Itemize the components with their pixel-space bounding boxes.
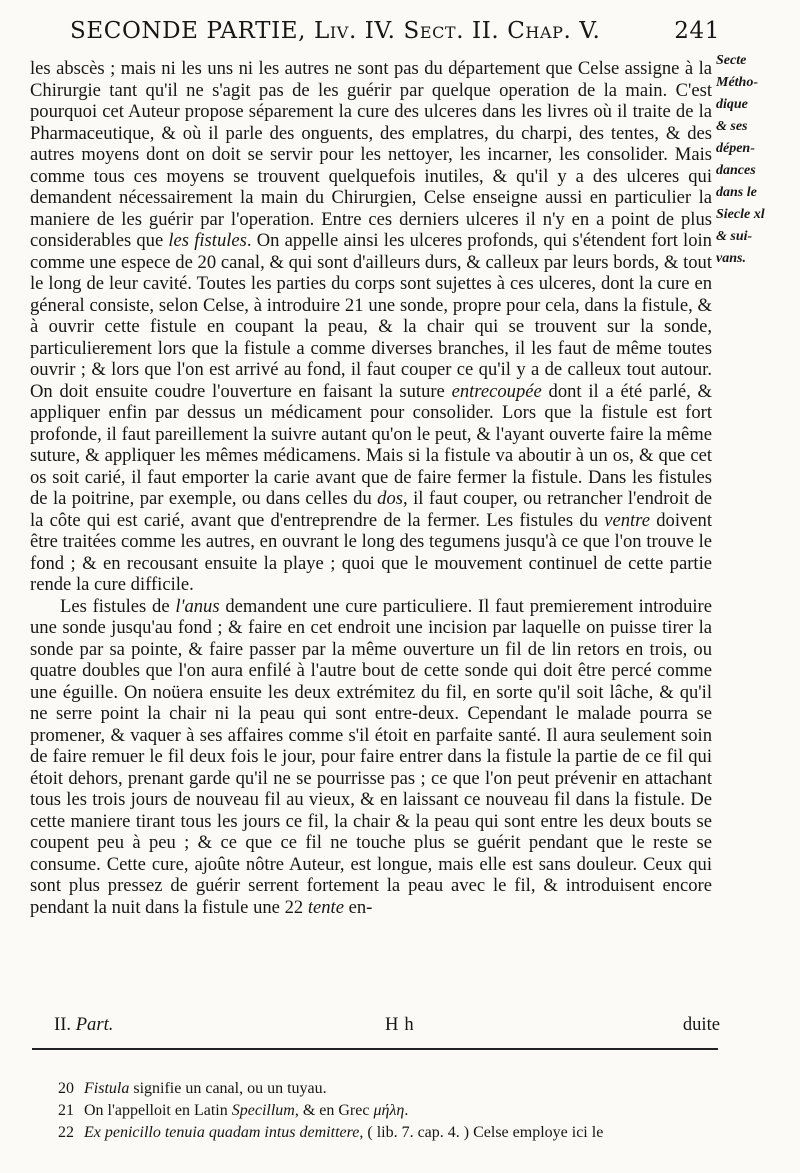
text-run: Les fistules de (60, 595, 176, 617)
footnote-number: 20 (58, 1080, 74, 1097)
paragraph-2 (30, 596, 712, 919)
footnote-rule (32, 1048, 718, 1050)
text-run: en- (343, 896, 373, 918)
text-run: , il faut couper, ou retrancher l'endroit de la côte qui est carié, avant que d'entreprendre de la fermer. Les fistules du (30, 488, 712, 531)
running-title: SECONDE PARTIE, Liv. IV. Sect. II. Chap. V. (70, 18, 601, 44)
footnote-run: , & en Grec (294, 1102, 374, 1119)
text-italic-run: entrecoupée (451, 380, 542, 402)
paragraph-1 (30, 58, 712, 596)
marginal-note-line: Métho- (716, 75, 758, 90)
marginal-note-line: dépen- (716, 141, 755, 156)
marginal-note-line: Siecle xl (716, 207, 765, 222)
footnote-20 (58, 1078, 722, 1100)
text-run: . On appelle ainsi les ulceres profonds, qui s'étendent fort loin comme une espece de 20 canal, & qui sont d'ailleurs durs, & calleux par leurs bords, & tout le long de leur cavité. Toutes les parties du corps sont sujettes à ces ulceres, dont la cure en géneral consiste, selon Celse, à introduire 21 une sonde, propre pour cela, dans la fistule, & à ouvrir cette fistule en coupant la peau, & la chair qui se trouvent sur la sonde, particulierement lors que la fistule a comme diverses branches, il les faut de même toutes ouvrir ; & lors que l'on est arrivé au fond, il faut couper ce qu'il y a de calleux tout autour. On doit ensuite coudre l'ouverture en faisant la suture (30, 230, 712, 402)
marginal-note-line: & sui- (716, 229, 753, 244)
text-italic-run: l'anus (175, 595, 220, 617)
main-text (30, 58, 712, 918)
text-italic-run: dos (377, 488, 404, 509)
marginal-note-line: vans. (716, 251, 746, 266)
text-run: les abscès ; mais ni les uns ni les autres ne sont pas du département que Celse assigne à la Chirurgie tant qu'il ne s'agit pas de les guérir par quelque operation de la main. C'est pourquoi cet Auteur propose séparement la cure des ulceres dans les livres où il traite de la Pharmaceutique, & où il parle des onguents, des emplatres, du charpi, des tentes, & des autres moyens dont on doit se servir pour les nettoyer, les incarner, les consolider. Mais comme tous ces moyens se trouvent quelquefois inutiles, & qu'il y a des ulceres qui demandent nécessairement la main du Chirurgien, Celse enseigne aussi en particulier la maniere de les guérir par l'operation. Entre ces derniers ulceres il n'y en a point de plus considerables que (30, 58, 712, 251)
footnote-21 (58, 1100, 722, 1122)
text-run: dont il a été parlé, & appliquer enfin par dessus un médicament pour consolider. Lors que la fistule est fort profonde, il faut pareillement la suivre autant qu'on le peut, & l'ayant ouverte faire la même suture, & appliquer les mêmes médicamens. Mais si la fistule va aboutir à un os, & que cet os soit carié, il faut emporter la carie avant que de faire fermer la fistule. Dans les fistules de la poitrine, par exemple, ou dans celles du (30, 380, 712, 509)
signature-label: II. (54, 1014, 72, 1035)
signature-mark: Hh (385, 1014, 420, 1035)
signature-part: Part. (75, 1014, 114, 1035)
footnote-run: signifie un canal, ou un tuyau. (129, 1080, 327, 1097)
footnote-22 (58, 1122, 722, 1144)
footnote-number: 21 (58, 1102, 74, 1119)
text-run: doivent être traitées comme les autres, en ouvrant le long des tegumens jusqu'à ce que l'on trouve le fond ; & en recousant ensuite la playe ; quoi que le mouvement continuel de cette partie rende la cure difficile. (30, 509, 712, 595)
marginal-note-line: dans le (716, 185, 757, 200)
marginal-note (716, 50, 776, 270)
text-italic-run: tente (307, 896, 344, 918)
footnote-run: . (404, 1102, 409, 1119)
footnote-italic-run: Ex penicillo tenuia quadam intus demittere (84, 1124, 360, 1141)
text-italic-run: les fistules (168, 230, 247, 251)
text-italic-run: ventre (604, 509, 650, 531)
catchword: duite (682, 1014, 720, 1035)
marginal-note-line: dique (716, 97, 748, 112)
signature (54, 1014, 113, 1036)
marginal-note-line: dances (716, 163, 756, 178)
text-run: demandent une cure particuliere. Il faut premierement introduire une sonde jusqu'au fond ; & faire en cet endroit une incision par laquelle on puisse tirer la sonde par sa pointe, & faire passer par la même ouverture un fil de lin retors en trois, ou quatre doubles que l'on aura enfilé à l'autre bout de cette sonde qui doit être percé comme une éguille. On noüera ensuite les deux extrémitez du fil, en sorte qu'il soit lâche, & qu'il ne serre point la chair ni la peau qui sont entre-deux. Cependant le malade pourra se promener, & vaquer à ses affaires comme s'il étoit en parfaite santé. Il aura seulement soin de faire remuer le fil deux fois le jour, pour faire entrer dans la fistule la partie de ce fil qui étoit dehors, prenant garde qu'il ne se pourrisse pas ; ce que l'on peut prévenir en attachant tous les trois jours de nouveau fil au vieux, & en laissant ce nouveau fil dans la fistule. De cette maniere tirant tous les jours ce fil, la chair & la peau qui sont entre les deux bouts se coupent peu à peu ; & ce que ce fil ne touche plus se guérit pendant que le reste se consume. Cette cure, ajoûte nôtre Auteur, est longue, mais elle est sans douleur. Ceux qui sont plus pressez de guérir serrent fortement la peau avec le fil, & introduisent encore pendant la nuit dans la fistule une 22 (30, 595, 712, 918)
page-footer (30, 1014, 720, 1036)
footnotes (58, 1078, 722, 1144)
footnote-number: 22 (58, 1124, 74, 1141)
footnote-italic-run: Fistula (84, 1080, 130, 1097)
page-number: 241 (674, 18, 720, 44)
footnote-italic-run: Specillum (231, 1102, 295, 1119)
marginal-note-line: Secte (716, 53, 747, 68)
marginal-note-line: & ses (716, 119, 748, 134)
footnote-run: On l'appelloit en Latin (84, 1102, 232, 1119)
footnote-italic-run: μήλη (373, 1102, 405, 1119)
running-header (70, 18, 720, 48)
footnote-run: , ( lib. 7. cap. 4. ) Celse employe ici le (359, 1124, 604, 1141)
